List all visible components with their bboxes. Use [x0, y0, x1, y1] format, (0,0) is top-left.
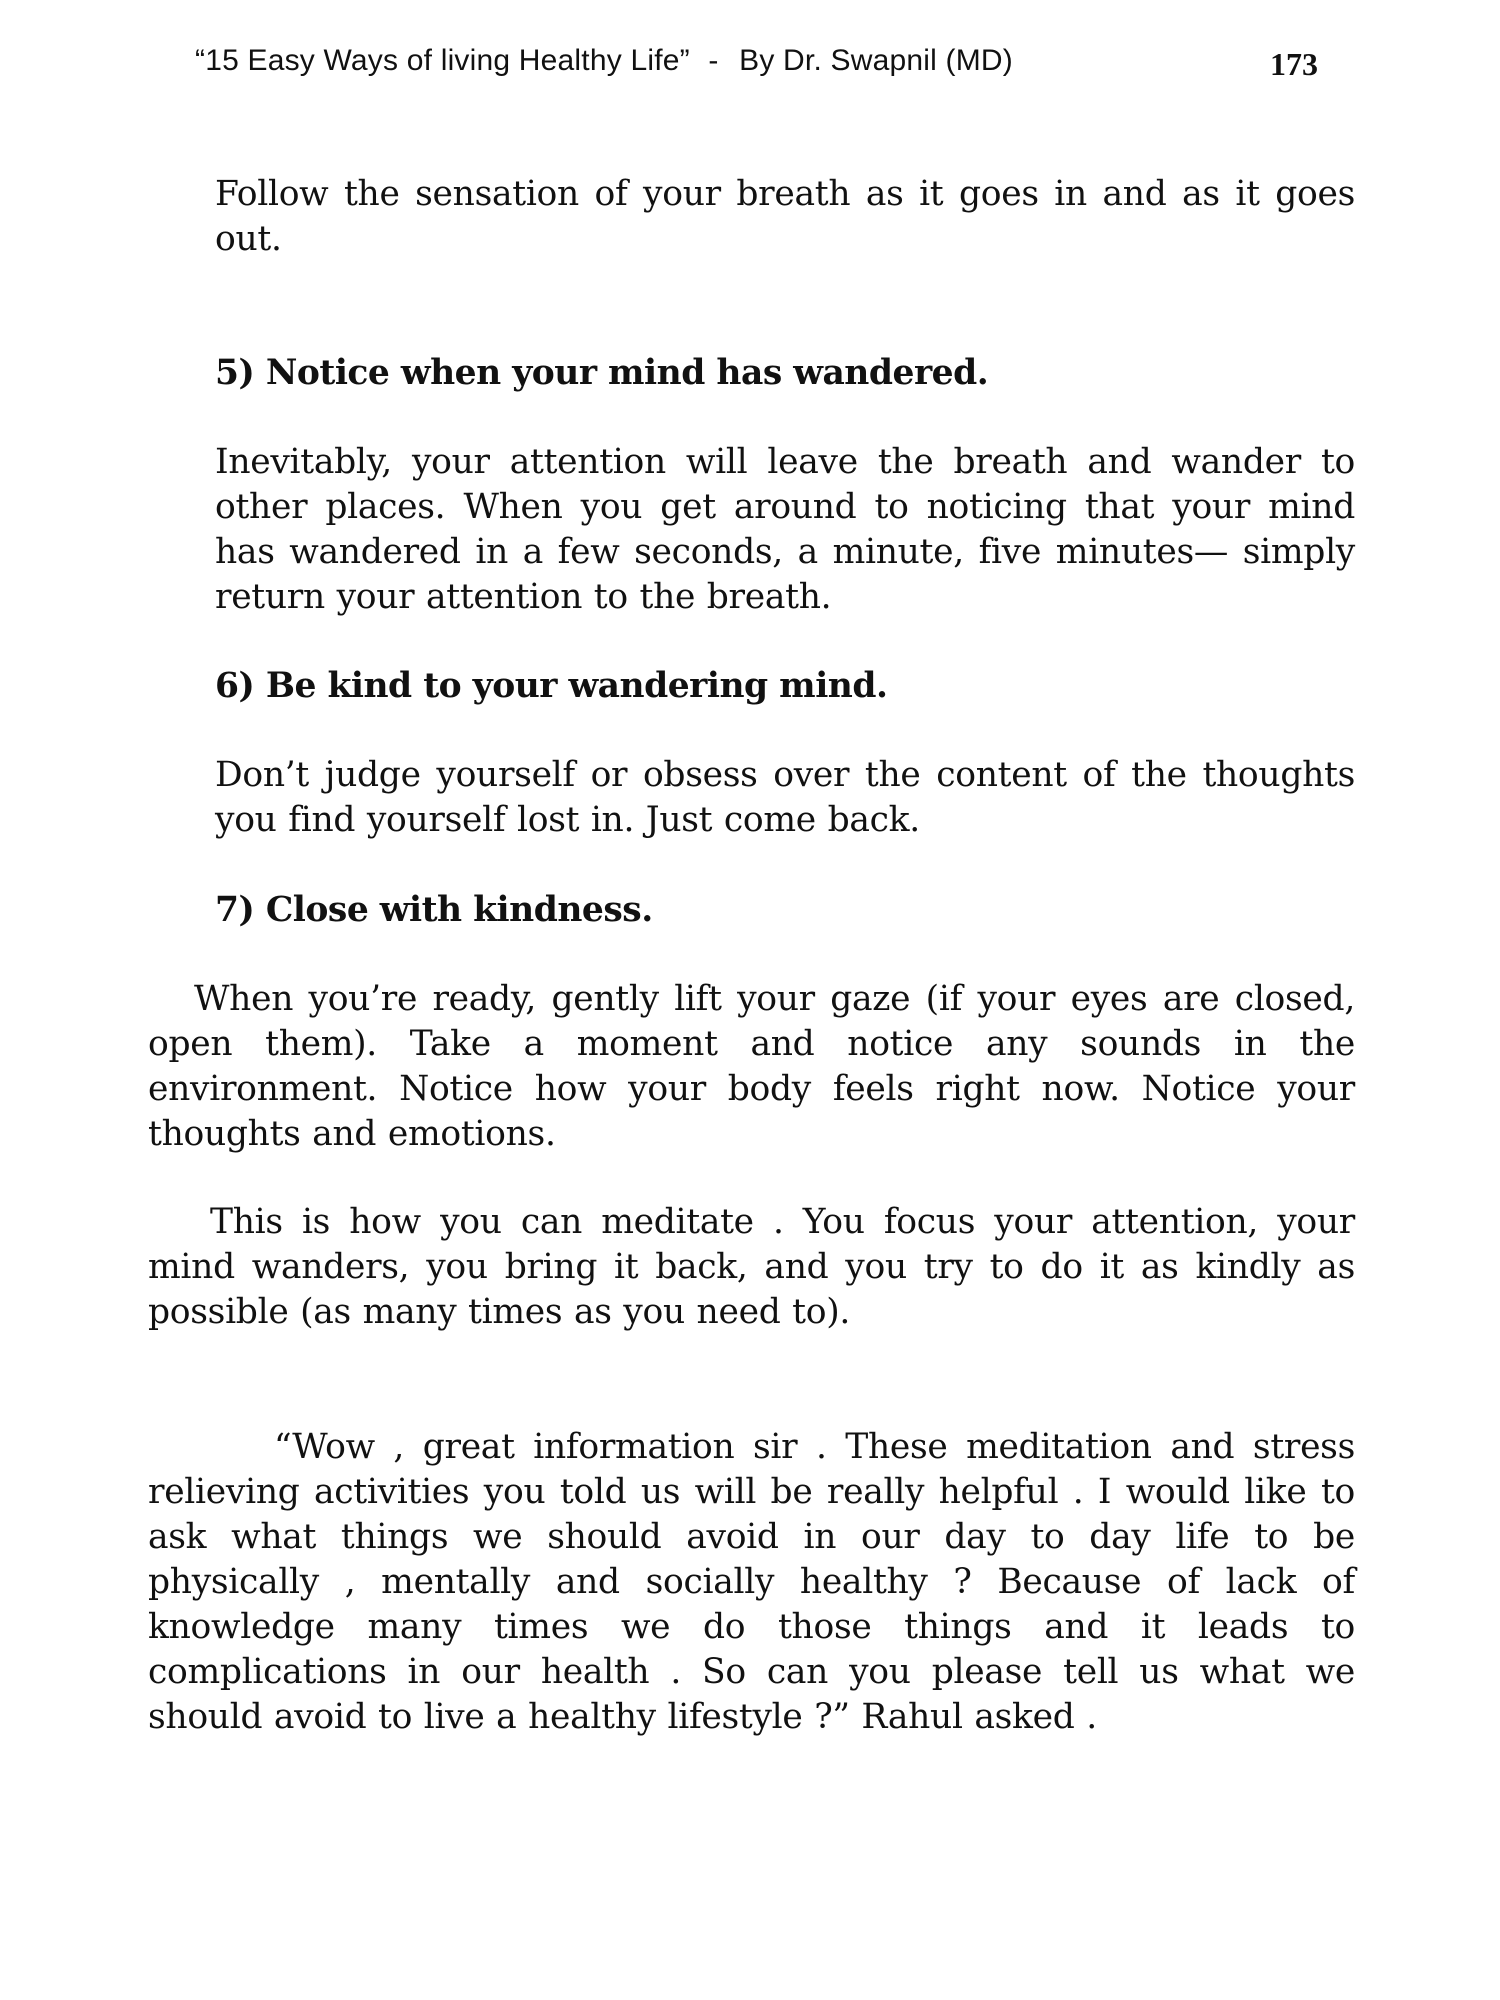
- paragraph-dont-judge: Don’t judge yourself or obsess over the content of the thoughts you find yourself lost in. Just come back.: [215, 755, 1355, 840]
- header-separator: -: [708, 44, 719, 77]
- running-header: [195, 44, 1013, 78]
- paragraph-close-kindness: When you’re ready, gently lift your gaze (if your eyes are closed, open them). Take a moment and notice any sounds in the environment. Notice how your body feels right now. Notice your thoughts and emotions.: [148, 979, 1355, 1154]
- author-name: By Dr. Swapnil (MD): [739, 44, 1013, 77]
- paragraph-follow-breath: Follow the sensation of your breath as it goes in and as it goes out.: [215, 174, 1355, 259]
- page-number: 173: [1270, 46, 1318, 82]
- book-title: “15 Easy Ways of living Healthy Life”: [195, 44, 690, 77]
- step-5-heading: 5) Notice when your mind has wandered.: [215, 353, 989, 393]
- step-6-heading: 6) Be kind to your wandering mind.: [215, 666, 888, 706]
- paragraph-mind-wandered: Inevitably, your attention will leave the breath and wander to other places. When you get around to noticing that your mind has wandered in a few seconds, a minute, five minutes— simply return your attention to the breath.: [215, 442, 1355, 617]
- paragraph-rahul-question: “Wow , great information sir . These meditation and stress relieving activities you told us will be really helpful . I would like to ask what things we should avoid in our day to day life to be physically , mentally and socially healthy ? Because of lack of knowledge many times we do those things and it leads to complications in our health . So can you please tell us what we should avoid to live a healthy lifestyle ?” Rahul asked .: [148, 1427, 1355, 1737]
- paragraph-how-to-meditate: This is how you can meditate . You focus your attention, your mind wanders, you bring it back, and you try to do it as kindly as possible (as many times as you need to).: [148, 1202, 1355, 1332]
- step-7-heading: 7) Close with kindness.: [215, 890, 653, 930]
